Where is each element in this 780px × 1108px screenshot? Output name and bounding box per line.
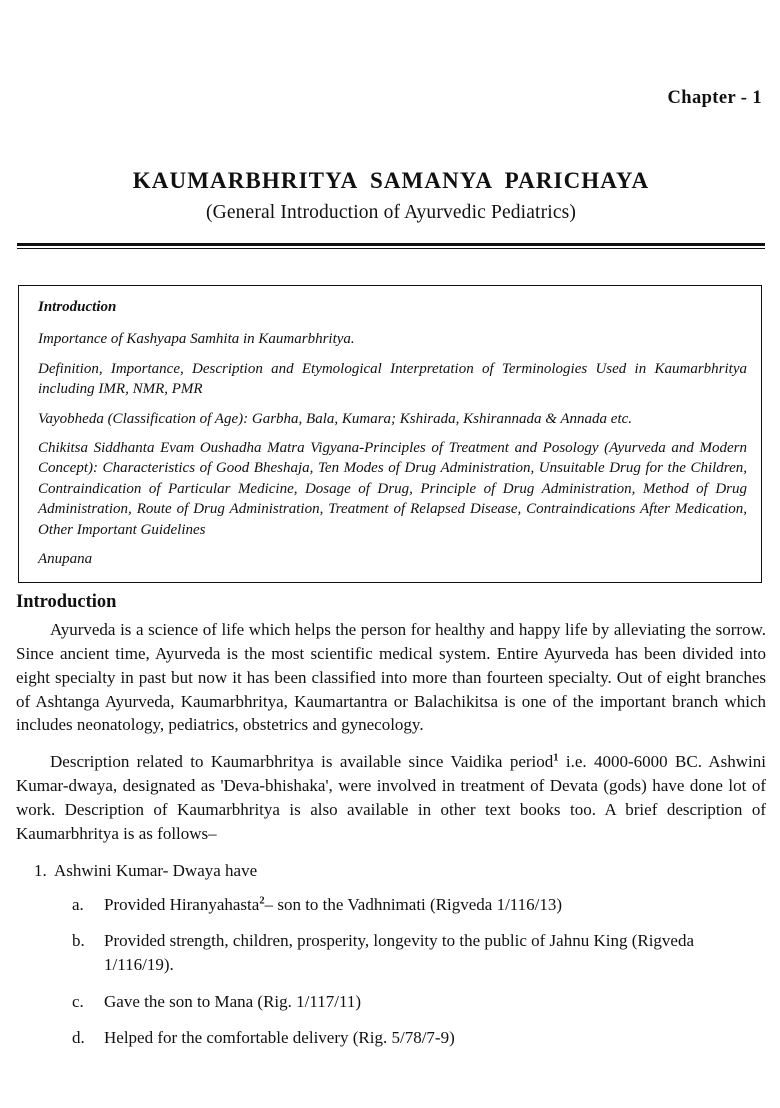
page-subtitle: (General Introduction of Ayurvedic Pediatrics) — [205, 202, 577, 224]
section-heading-introduction: Introduction — [16, 592, 117, 612]
list-item-marker: 1. — [34, 861, 47, 881]
list-item-text-tail: – son to the Vadhnimati (Rigveda 1/116/13) — [264, 895, 563, 915]
list-item — [72, 1026, 766, 1050]
list-item-marker: b. — [72, 931, 85, 951]
list-item-marker: a. — [72, 895, 84, 915]
chapter-label: Chapter - 1 — [667, 88, 762, 108]
list-item-text: Gave the son to Mana (Rig. 1/117/11) — [104, 991, 362, 1011]
page-title: KAUMARBHRITYA SAMANYA PARICHAYA — [132, 168, 650, 193]
body-paragraph-1: Ayurveda is a science of life which helps the person for healthy and happy life by alleviating the sorrow. Since ancient time, Ayurveda is the most scientific medical system. Entire Ayurveda has been divided into eight specialty in past but now it has been classified into more than fourteen specialty. Out of eight branches of Ashtanga Ayurveda, Kaumarbhritya, Kaumartantra or Balachikitsa is one of the important branch which includes neonatology, pediatrics, obstetrics and gynecology. — [16, 620, 766, 735]
syllabus-line: Anupana — [38, 550, 93, 567]
body-section — [16, 591, 766, 1056]
syllabus-line: Vayobheda (Classification of Age): Garbha, Bala, Kumara; Kshirada, Kshirannada & Annada etc. — [38, 410, 633, 427]
list-item — [72, 929, 766, 977]
divider-thin-rule — [17, 248, 765, 250]
list-item-text: Helped for the comfortable delivery (Rig. 5/78/7-9) — [104, 1027, 455, 1047]
list-item — [72, 990, 766, 1014]
footnote-marker-1: 1 — [553, 752, 559, 764]
syllabus-line: Chikitsa Siddhanta Evam Oushadha Matra Vigyana-Principles of Treatment and Posology (Ayurveda and Modern Concept): Characteristics of Good Bheshaja, Ten Modes of Drug Administration, Unsuitable Drug for the Children, Contraindication of Particular Medicine, Dosage of Drug, Principle of Drug Administration, Method of Drug Administration, Route of Drug Administration, Treatment of Relapsed Disease, Contraindications After Medication, Other Important Guidelines — [38, 439, 747, 538]
footnote-marker-2: 2 — [259, 895, 265, 907]
numbered-list — [16, 859, 766, 1049]
list-item-marker: c. — [72, 991, 84, 1011]
list-item-marker: d. — [72, 1027, 85, 1047]
body-paragraph-2 — [16, 750, 766, 845]
list-item-text: Provided Hiranyahasta — [104, 895, 260, 915]
list-item — [16, 859, 766, 1049]
syllabus-line: Definition, Importance, Description and Etymological Interpretation of Terminologies Used in Kaumarbhritya including IMR, NMR, PMR — [38, 360, 747, 398]
syllabus-box-heading: Introduction — [38, 299, 117, 315]
list-item-text: Ashwini Kumar- Dwaya have — [54, 861, 258, 881]
list-item — [72, 893, 766, 917]
divider-thick-rule — [17, 243, 765, 246]
syllabus-line: Importance of Kashyapa Samhita in Kaumarbhritya. — [38, 331, 355, 348]
list-item-text: Provided strength, children, prosperity, longevity to the public of Jahnu King (Rigveda 1/116/19). — [104, 931, 695, 975]
paragraph-2-text-before-footnote: Description related to Kaumarbhritya is available since Vaidika period — [50, 752, 554, 772]
syllabus-box — [18, 285, 762, 583]
title-divider — [17, 243, 765, 249]
paragraph-2-text-after-footnote: i.e. 4000-6000 BC. Ashwini Kumar-dwaya, designated as 'Deva-bhishaka', were involved in treatment of Devata (gods) have done lot of work. Description of Kaumarbhritya is also available in other text books too. A brief description of Kaumarbhritya is as follows– — [16, 752, 766, 843]
title-block — [18, 168, 764, 225]
alpha-sublist — [54, 893, 766, 1050]
